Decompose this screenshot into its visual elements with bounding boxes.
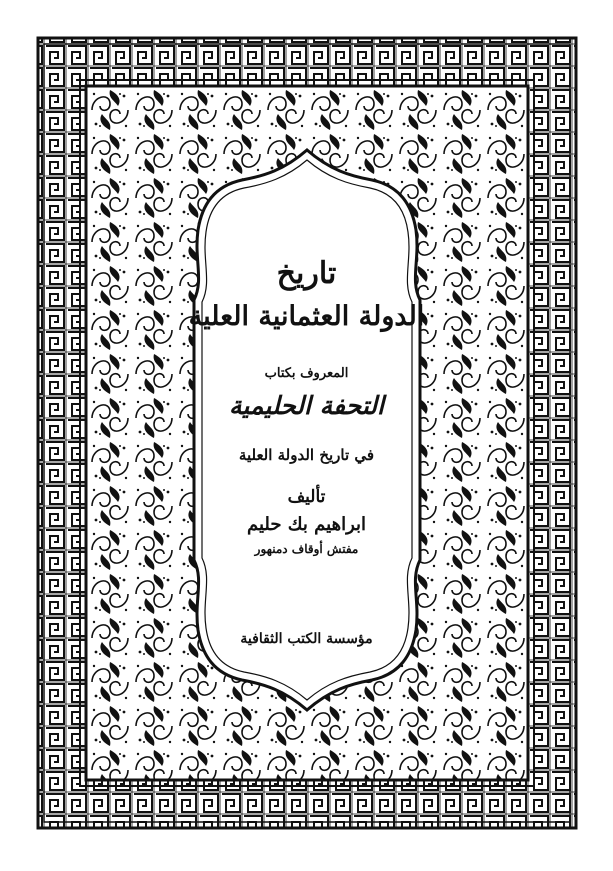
book-title: التحفة الحليمية (229, 391, 384, 420)
author-label: تأليف (287, 487, 326, 507)
author-role: مفتش أوقاف دمنهور (254, 542, 359, 556)
author-name: ابراهيم بك حليم (246, 514, 367, 535)
title-line1: تاريخ (276, 256, 337, 291)
known-as: المعروف بكتاب (264, 366, 349, 381)
publisher: مؤسسة الكتب الثقافية (240, 631, 373, 647)
book-subtitle: في تاريخ الدولة العلية (238, 446, 375, 464)
cover-text (188, 250, 425, 670)
title-line2: الدولة العثمانية العلية (188, 301, 425, 332)
